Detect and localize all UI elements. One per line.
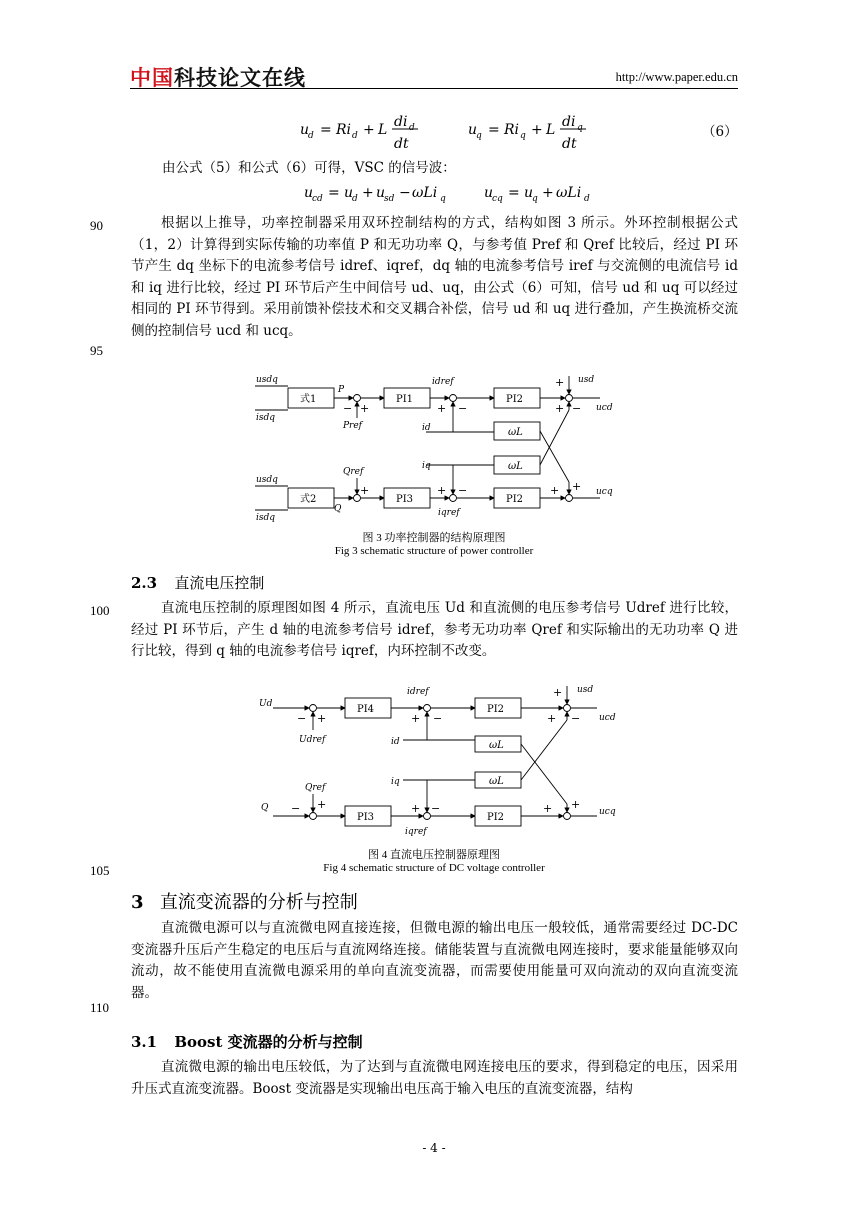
- svg-text:di: di: [394, 114, 408, 130]
- svg-text:q: q: [440, 194, 446, 204]
- svg-text:−: −: [343, 402, 353, 415]
- svg-text:+: +: [571, 798, 581, 811]
- paragraph-boost: 直流微电源的输出电压较低，为了达到与直流微电网连接电压的要求，得到稳定的电压，因采用升压式直流变流器。Boost 变流器是实现输出电压高于输入电压的直流变流器，结构: [131, 1059, 738, 1097]
- fig3-label: ucq: [596, 487, 613, 497]
- svg-text:u: u: [304, 185, 314, 201]
- fig4-label: iq: [391, 777, 400, 787]
- svg-text:=: =: [508, 185, 520, 201]
- figure-3: [250, 370, 630, 529]
- figure-3-diagram: [250, 370, 630, 525]
- svg-text:+: +: [547, 712, 557, 725]
- fig4-label: Udref: [299, 735, 326, 745]
- section-3-heading: [131, 888, 358, 914]
- svg-text:L: L: [546, 122, 556, 138]
- figure-3-caption-cn: 图 3 功率控制器的结构原理图: [362, 532, 506, 544]
- equation-6-svg: [300, 108, 600, 154]
- svg-text:−: −: [571, 712, 581, 725]
- header-rule: [130, 88, 738, 89]
- svg-text:−: −: [433, 712, 443, 725]
- svg-text:u: u: [468, 122, 478, 138]
- svg-text:+: +: [360, 402, 370, 415]
- svg-text:d: d: [409, 123, 415, 133]
- line-number: 110: [90, 1000, 110, 1015]
- svg-text:+: +: [411, 802, 421, 815]
- svg-text:d: d: [352, 194, 358, 204]
- line-number: 105: [90, 863, 110, 878]
- fig3-block: PI2: [506, 394, 524, 405]
- logo-red-text: 中国: [130, 66, 174, 90]
- fig3-block: PI3: [396, 494, 414, 505]
- fig4-label: Qref: [305, 783, 326, 793]
- fig3-label: isdq: [256, 413, 276, 423]
- svg-text:u: u: [484, 185, 494, 201]
- fig3-block: ωL: [508, 461, 523, 472]
- svg-text:q: q: [532, 194, 538, 204]
- equation-vsc: [304, 180, 604, 210]
- fig4-block: ωL: [489, 740, 504, 751]
- logo-black-text: 科技论文在线: [174, 66, 306, 90]
- svg-text:+: +: [555, 376, 565, 389]
- intro-line: 由公式（5）和公式（6）可得，VSC 的信号波：: [162, 160, 456, 176]
- fig3-block: ωL: [508, 427, 523, 438]
- fig4-label: Q: [261, 803, 269, 813]
- svg-text:+: +: [317, 798, 327, 811]
- svg-text:ωLi: ωLi: [412, 185, 438, 201]
- svg-text:dt: dt: [394, 136, 409, 152]
- svg-text:u: u: [524, 185, 534, 201]
- svg-text:u: u: [300, 122, 310, 138]
- section-title: 直流变流器的分析与控制: [159, 892, 358, 913]
- svg-text:sd: sd: [384, 194, 395, 204]
- svg-text:q: q: [577, 123, 583, 133]
- fig3-label: Pref: [343, 421, 363, 431]
- fig4-label: ucd: [599, 713, 616, 723]
- svg-text:d: d: [308, 131, 314, 141]
- svg-text:q: q: [476, 131, 482, 141]
- fig4-block: ωL: [489, 776, 504, 787]
- svg-text:ωLi: ωLi: [556, 185, 582, 201]
- svg-text:=: =: [328, 185, 340, 201]
- equation-6: [300, 108, 600, 158]
- svg-text:+: +: [411, 712, 421, 725]
- section-2-3-heading: [131, 572, 264, 593]
- svg-text:=: =: [488, 122, 500, 138]
- line-number: 100: [90, 603, 110, 618]
- fig4-block: PI2: [487, 812, 505, 823]
- svg-text:+: +: [555, 402, 565, 415]
- svg-text:cq: cq: [492, 194, 503, 204]
- fig3-label: ucd: [596, 403, 613, 413]
- figure-3-caption-en: Fig 3 schematic structure of power controller: [334, 545, 534, 557]
- svg-text:−: −: [431, 802, 441, 815]
- svg-text:−: −: [399, 185, 411, 201]
- svg-text:−: −: [458, 484, 468, 497]
- page-number: - 4 -: [422, 1141, 446, 1155]
- svg-text:Ri: Ri: [336, 122, 352, 138]
- paragraph-dc-voltage: 直流电压控制的原理图如图 4 所示，直流电压 Ud 和直流侧的电压参考信号 Udref 进行比较，经过 PI 环节后，产生 d 轴的电流参考信号 idref，参考无功功率 Qref 和实际输出的无功功率 Q 进行比较，得到 q 轴的电流参考信号 iqref，内环控制不改变。: [131, 600, 738, 659]
- svg-text:u: u: [344, 185, 354, 201]
- paragraph-power-controller: 根据以上推导，功率控制器采用双环控制结构的方式，结构如图 3 所示。外环控制根据公式（1，2）计算得到实际传输的功率值 P 和无功功率 Q，与参考值 Pref 和 Qref 比较后，经过 PI 环节产生 dq 坐标下的电流参考信号 idref、iqref，dq 轴的电流参考信号 iref 与交流侧的电流信号 id 和 iq 进行比较，经过 PI 环节后产生中间信号 ud、uq，由公式（6）可知，信号 ud 和 uq 可以经过相同的 PI 环节得到。采用前馈补偿技术和交叉耦合补偿，信号 ud 和 uq 进行叠加，产生换流桥交流侧的控制信号 ucd 和 ucq。: [131, 215, 738, 339]
- fig3-label: iq: [422, 461, 431, 471]
- fig4-label: iqref: [405, 827, 427, 837]
- svg-text:+: +: [363, 122, 375, 138]
- svg-text:+: +: [362, 185, 374, 201]
- svg-text:di: di: [562, 114, 576, 130]
- svg-text:Ri: Ri: [504, 122, 520, 138]
- svg-text:+: +: [360, 484, 370, 497]
- svg-text:+: +: [531, 122, 543, 138]
- svg-text:−: −: [458, 402, 468, 415]
- svg-text:dt: dt: [562, 136, 577, 152]
- section-title: 直流电压控制: [174, 574, 265, 592]
- fig4-block: PI2: [487, 704, 505, 715]
- section-title: Boost 变流器的分析与控制: [174, 1033, 363, 1051]
- svg-text:−: −: [297, 712, 307, 725]
- svg-text:cd: cd: [312, 194, 323, 204]
- svg-text:d: d: [584, 194, 590, 204]
- fig4-block: PI4: [357, 704, 375, 715]
- fig4-label: id: [391, 737, 400, 747]
- figure-4: [255, 680, 635, 844]
- fig4-label: Ud: [259, 699, 273, 709]
- section-number: 3: [131, 892, 144, 913]
- svg-text:=: =: [320, 122, 332, 138]
- fig3-label: isdq: [256, 513, 276, 523]
- line-number: 90: [90, 218, 103, 233]
- section-number: 2.3: [131, 574, 158, 592]
- svg-text:+: +: [543, 802, 553, 815]
- svg-text:L: L: [378, 122, 388, 138]
- fig3-block: PI2: [506, 494, 524, 505]
- header-url[interactable]: http://www.paper.edu.cn: [615, 70, 738, 84]
- svg-text:+: +: [553, 686, 563, 699]
- svg-text:+: +: [437, 402, 447, 415]
- fig3-label: P: [338, 385, 345, 395]
- figure-4-caption-cn: 图 4 直流电压控制器原理图: [368, 849, 500, 861]
- fig3-block: PI1: [396, 394, 414, 405]
- line-number: 95: [90, 343, 103, 358]
- svg-text:d: d: [352, 131, 358, 141]
- svg-text:−: −: [572, 402, 582, 415]
- fig4-label: idref: [407, 687, 429, 697]
- fig3-label: usdq: [256, 375, 278, 385]
- svg-text:q: q: [520, 131, 526, 141]
- fig3-label: iqref: [438, 508, 460, 518]
- svg-text:+: +: [550, 484, 560, 497]
- svg-text:+: +: [317, 712, 327, 725]
- fig4-label: ucq: [599, 807, 616, 817]
- section-number: 3.1: [131, 1033, 158, 1051]
- figure-4-diagram: [255, 680, 635, 840]
- section-3-1-heading: [131, 1031, 363, 1052]
- fig3-block: 式1: [300, 394, 317, 405]
- fig3-label: usdq: [256, 475, 278, 485]
- fig4-block: PI3: [357, 812, 375, 823]
- fig3-label: id: [422, 423, 431, 433]
- svg-text:−: −: [291, 802, 301, 815]
- svg-text:+: +: [542, 185, 554, 201]
- svg-text:+: +: [572, 480, 582, 493]
- figure-4-caption-en: Fig 4 schematic structure of DC voltage controller: [323, 862, 545, 874]
- fig3-label: idref: [432, 377, 454, 387]
- equation-vsc-svg: [304, 180, 604, 206]
- svg-text:u: u: [376, 185, 386, 201]
- fig3-block: 式2: [300, 494, 317, 505]
- fig4-label: usd: [577, 685, 594, 695]
- equation-6-number: （6）: [702, 124, 738, 140]
- fig3-label: Qref: [343, 467, 364, 477]
- svg-text:+: +: [437, 484, 447, 497]
- fig3-label: Q: [334, 504, 342, 514]
- paragraph-dc-converter: 直流微电源可以与直流微电网直接连接，但微电源的输出电压一般较低，通常需要经过 DC-DC 变流器升压后产生稳定的电压后与直流网络连接。储能装置与直流微电网连接时，要求能量能够双向流动，故不能使用直流微电源采用的单向直流变流器，而需要使用能量可双向流动的双向直流变流器。: [131, 920, 738, 1001]
- fig3-label: usd: [578, 375, 595, 385]
